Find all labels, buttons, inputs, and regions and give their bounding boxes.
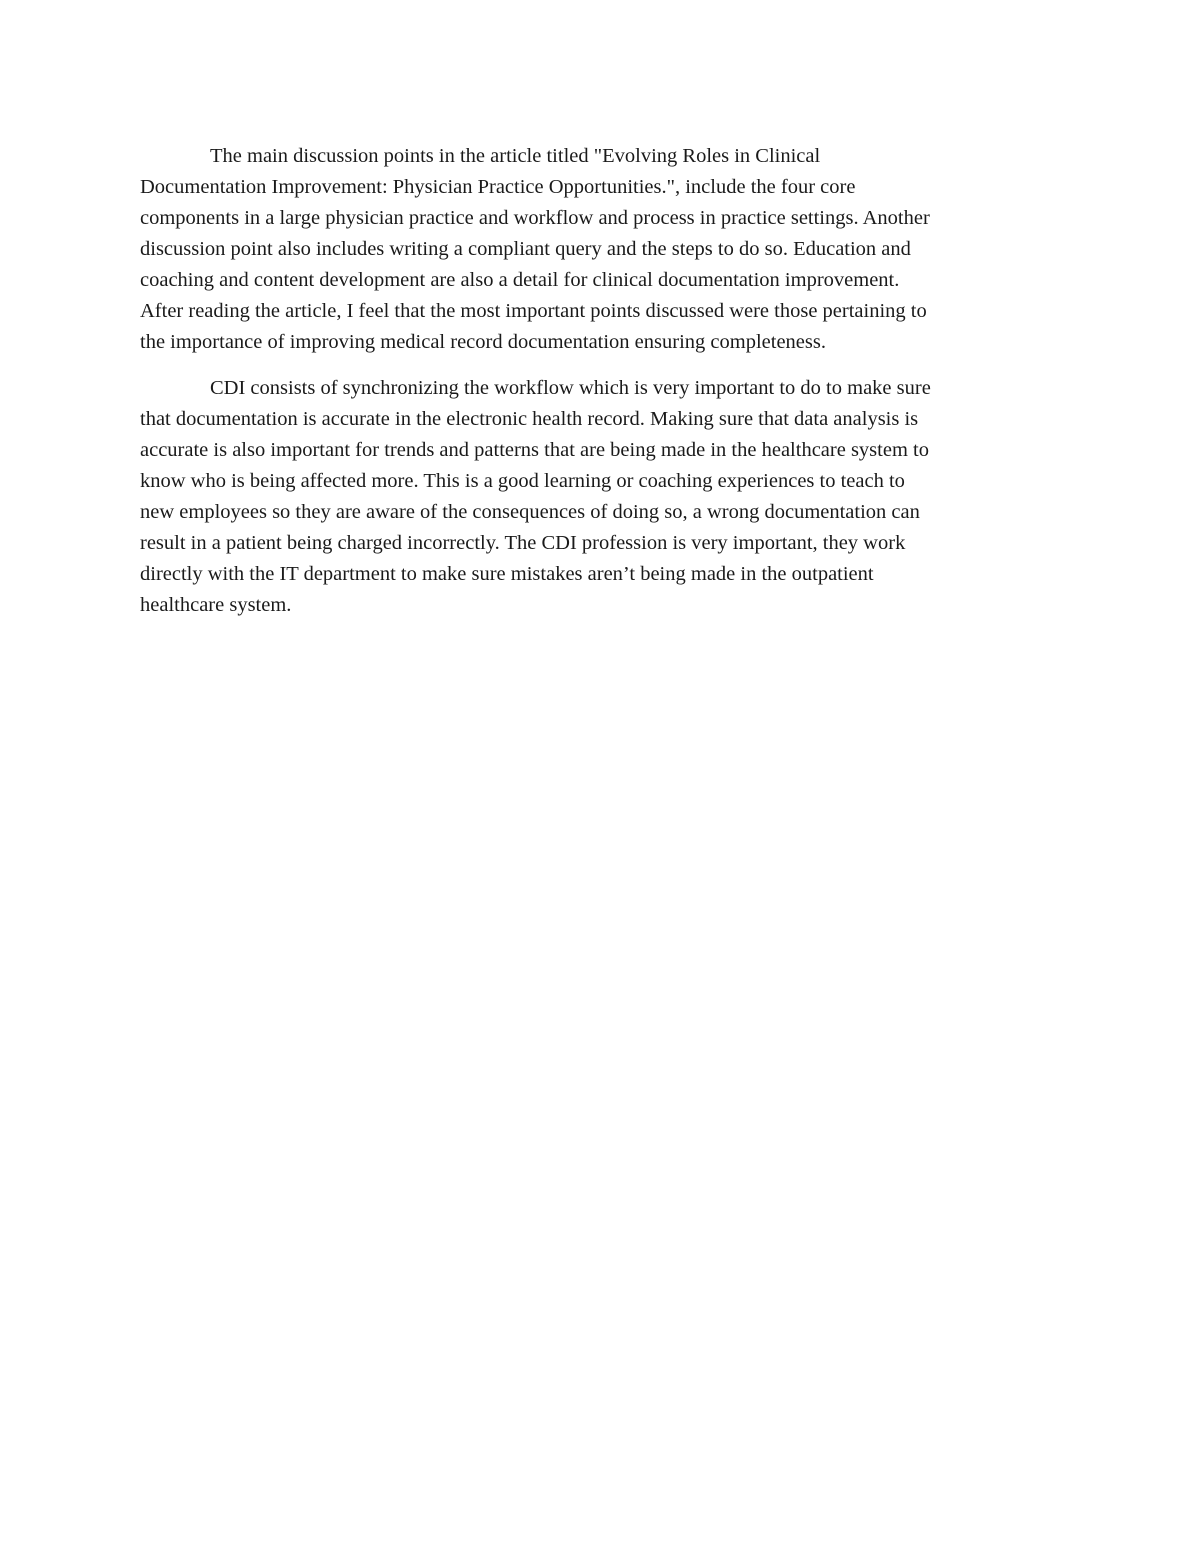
text-line: accurate is also important for trends and patterns that are being made in the healthcare system to — [140, 439, 929, 461]
text-line: that documentation is accurate in the electronic health record. Making sure that data analysis is — [140, 408, 919, 430]
text-line: coaching and content development are also a detail for clinical documentation improvement. — [140, 269, 900, 291]
text-line: components in a large physician practice and workflow and process in practice settings. Another — [140, 207, 930, 229]
text-line: Documentation Improvement: Physician Practice Opportunities.", include the four core — [140, 176, 856, 198]
paragraph-cdi-discussion — [140, 373, 1080, 621]
text-line: discussion point also includes writing a compliant query and the steps to do so. Education and — [140, 238, 911, 260]
text-line: new employees so they are aware of the consequences of doing so, a wrong documentation can — [140, 501, 920, 523]
text-line: result in a patient being charged incorrectly. The CDI profession is very important, they work — [140, 532, 906, 554]
paragraph-article-summary — [140, 141, 1080, 358]
text-line: The main discussion points in the article titled "Evolving Roles in Clinical — [210, 145, 821, 167]
text-line: know who is being affected more. This is a good learning or coaching experiences to teach to — [140, 470, 905, 492]
text-line: CDI consists of synchronizing the workflow which is very important to do to make sure — [210, 377, 931, 399]
text-line: After reading the article, I feel that the most important points discussed were those pertaining to — [140, 300, 927, 322]
text-line: the importance of improving medical record documentation ensuring completeness. — [140, 331, 826, 353]
text-line: healthcare system. — [140, 594, 292, 616]
text-line: directly with the IT department to make sure mistakes aren’t being made in the outpatient — [140, 563, 874, 585]
